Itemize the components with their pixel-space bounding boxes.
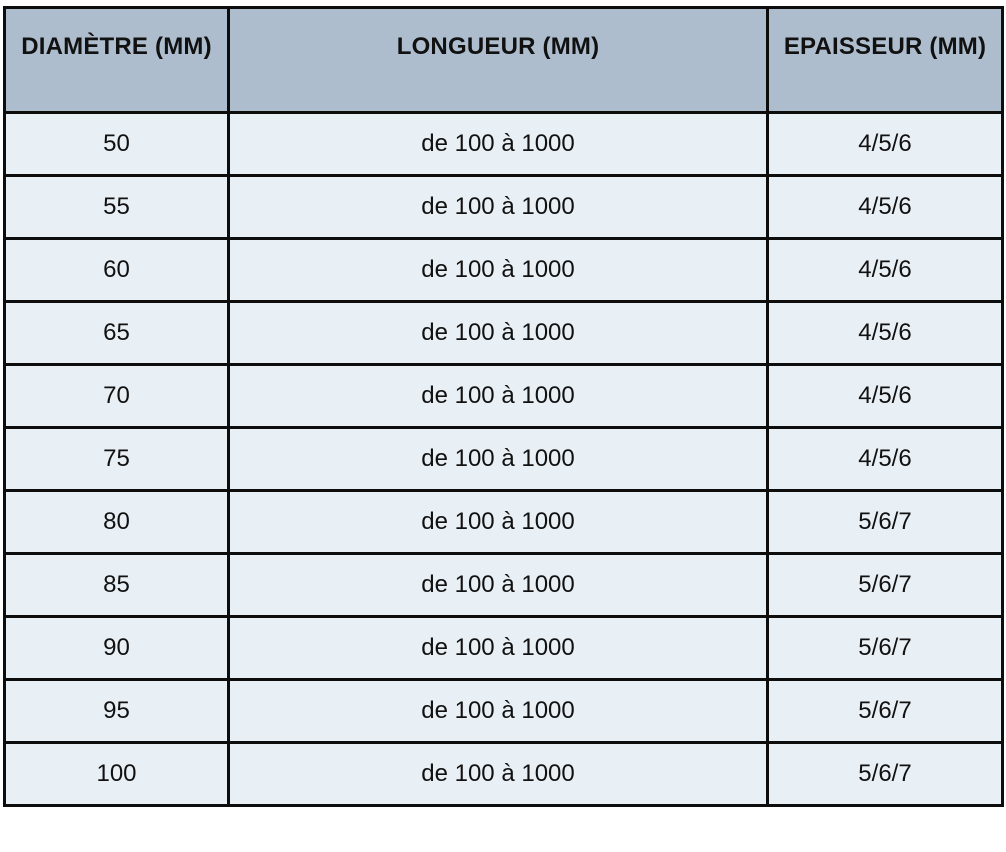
table-row [5,428,1003,491]
header-longueur-label: LONGUEUR (MM) [396,32,600,60]
cell-epaisseur: 4/5/6 [768,428,1003,491]
table-row [5,491,1003,554]
cell-epaisseur: 5/6/7 [768,617,1003,680]
cell-longueur: de 100 à 1000 [229,491,768,554]
cell-longueur: de 100 à 1000 [229,113,768,176]
cell-longueur: de 100 à 1000 [229,239,768,302]
cell-epaisseur: 4/5/6 [768,365,1003,428]
cell-epaisseur: 4/5/6 [768,113,1003,176]
table-header [5,8,1003,113]
cell-epaisseur: 4/5/6 [768,302,1003,365]
table-body [5,113,1003,806]
cell-epaisseur: 4/5/6 [768,239,1003,302]
table-row [5,680,1003,743]
cell-epaisseur: 5/6/7 [768,554,1003,617]
cell-longueur: de 100 à 1000 [229,554,768,617]
cell-epaisseur: 5/6/7 [768,680,1003,743]
table-row [5,365,1003,428]
cell-diametre: 60 [5,239,229,302]
cell-epaisseur: 5/6/7 [768,491,1003,554]
cell-longueur: de 100 à 1000 [229,743,768,806]
table-row [5,113,1003,176]
cell-epaisseur: 4/5/6 [768,176,1003,239]
cell-diametre: 70 [5,365,229,428]
table-row [5,617,1003,680]
cell-diametre: 80 [5,491,229,554]
cell-diametre: 55 [5,176,229,239]
header-row [5,8,1003,113]
cell-diametre: 50 [5,113,229,176]
table-row [5,554,1003,617]
cell-diametre: 65 [5,302,229,365]
cell-diametre: 85 [5,554,229,617]
header-epaisseur-label: EPAISSEUR (MM) [783,32,987,60]
table-row [5,743,1003,806]
table-row [5,302,1003,365]
spec-table [3,6,1004,807]
cell-diametre: 95 [5,680,229,743]
cell-longueur: de 100 à 1000 [229,680,768,743]
spec-table-container [3,6,1001,845]
cell-longueur: de 100 à 1000 [229,617,768,680]
table-row [5,239,1003,302]
cell-epaisseur: 5/6/7 [768,743,1003,806]
cell-longueur: de 100 à 1000 [229,365,768,428]
cell-longueur: de 100 à 1000 [229,428,768,491]
cell-diametre: 90 [5,617,229,680]
header-longueur [229,8,768,113]
cell-longueur: de 100 à 1000 [229,302,768,365]
header-diametre [5,8,229,113]
cell-diametre: 100 [5,743,229,806]
cell-diametre: 75 [5,428,229,491]
cell-longueur: de 100 à 1000 [229,176,768,239]
header-epaisseur [768,8,1003,113]
table-row [5,176,1003,239]
header-diametre-label: DIAMÈTRE (MM) [21,32,212,60]
